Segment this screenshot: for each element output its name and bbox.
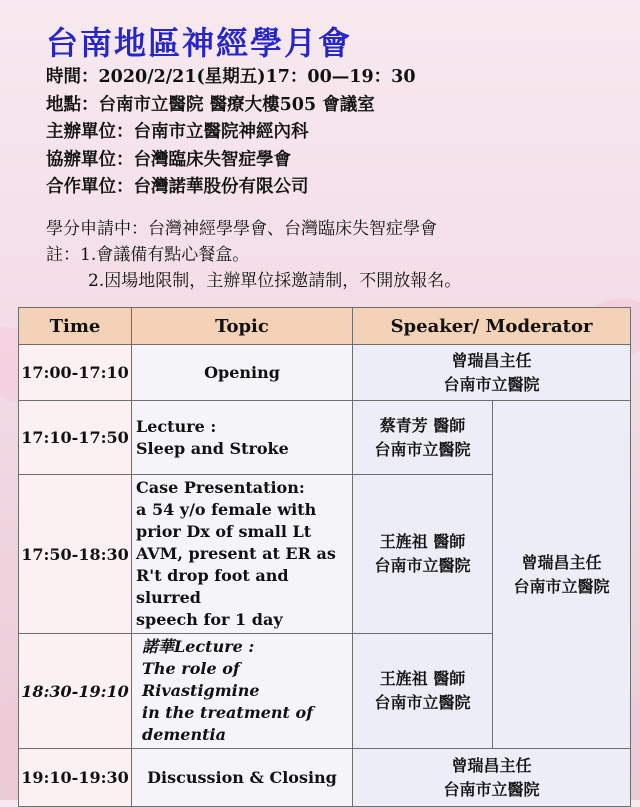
topic-line: The role of Rivastigmine bbox=[142, 659, 260, 700]
header-speaker: Speaker/ Moderator bbox=[353, 308, 631, 345]
row-topic bbox=[132, 634, 353, 749]
topic-line: dementia bbox=[142, 725, 226, 744]
row-topic bbox=[132, 401, 353, 475]
note-1: 註：1.會議備有點心餐盒。 bbox=[46, 245, 250, 265]
header-topic: Topic bbox=[132, 308, 353, 345]
speaker-org: 台南市立醫院 bbox=[443, 374, 540, 394]
schedule-table bbox=[18, 307, 631, 807]
topic-line: Lecture : bbox=[136, 416, 217, 436]
page-title: 台南地區神經學月會 bbox=[46, 24, 353, 62]
topic-line: R't drop foot and slurred bbox=[136, 566, 289, 607]
event-time: 時間：2020/2/21(星期五)17：00—19：30 bbox=[46, 67, 416, 87]
row-speaker bbox=[353, 401, 493, 475]
topic-line: Sleep and Stroke bbox=[136, 438, 289, 458]
speaker-name: 蔡青芳 醫師 bbox=[379, 415, 466, 435]
table-row bbox=[19, 401, 631, 475]
moderator-org: 台南市立醫院 bbox=[513, 576, 610, 596]
table-row bbox=[19, 749, 631, 807]
row-topic bbox=[132, 475, 353, 634]
speaker-org: 台南市立醫院 bbox=[374, 556, 471, 575]
speaker-org: 台南市立醫院 bbox=[374, 439, 471, 459]
row-speaker bbox=[353, 634, 493, 749]
row-time: 17:10-17:50 bbox=[19, 401, 132, 475]
event-info bbox=[46, 64, 416, 202]
speaker-name: 王旌祖 醫師 bbox=[379, 669, 466, 688]
event-host: 主辦單位：台南市立醫院神經內科 bbox=[46, 122, 309, 142]
topic-line: AVM, present at ER as bbox=[136, 544, 336, 563]
notes-section bbox=[46, 216, 461, 294]
event-location: 地點：台南市立醫院 醫療大樓505 會議室 bbox=[46, 94, 375, 115]
row-time: 17:50-18:30 bbox=[19, 475, 132, 634]
speaker-org: 台南市立醫院 bbox=[374, 693, 471, 712]
table-row bbox=[19, 345, 631, 401]
header-time: Time bbox=[19, 308, 132, 345]
speaker-name: 王旌祖 醫師 bbox=[379, 532, 466, 551]
credit-note: 學分申請中：台灣神經學學會、台灣臨床失智症學會 bbox=[46, 219, 437, 239]
row-time: 18:30-19:10 bbox=[19, 634, 132, 749]
topic-line: Discussion & Closing bbox=[147, 767, 337, 787]
topic-line: 諾華Lecture : bbox=[142, 637, 255, 656]
speaker-name: 曾瑞昌主任 bbox=[451, 755, 532, 775]
row-time: 19:10-19:30 bbox=[19, 749, 132, 807]
topic-line: speech for 1 day bbox=[136, 610, 283, 629]
topic-line: prior Dx of small Lt bbox=[136, 522, 312, 541]
event-co-host: 協辦單位：台灣臨床失智症學會 bbox=[46, 149, 291, 170]
topic-line: Opening bbox=[204, 362, 280, 382]
row-speaker bbox=[353, 475, 493, 634]
row-topic bbox=[132, 749, 353, 807]
row-topic bbox=[132, 345, 353, 401]
moderator-cell bbox=[493, 401, 631, 749]
event-partner: 合作單位：台灣諾華股份有限公司 bbox=[46, 177, 309, 197]
topic-line: in the treatment of bbox=[142, 703, 314, 722]
row-time: 17:00-17:10 bbox=[19, 345, 132, 401]
speaker-org: 台南市立醫院 bbox=[443, 779, 540, 799]
speaker-name: 曾瑞昌主任 bbox=[451, 350, 532, 370]
row-speaker bbox=[353, 749, 631, 807]
note-2: 2.因場地限制，主辦單位採邀請制，不開放報名。 bbox=[88, 271, 462, 291]
table-header-row bbox=[19, 308, 631, 345]
row-speaker bbox=[353, 345, 631, 401]
topic-line: a 54 y/o female with bbox=[136, 500, 317, 519]
topic-line: Case Presentation: bbox=[136, 478, 305, 497]
moderator-name: 曾瑞昌主任 bbox=[521, 552, 602, 572]
